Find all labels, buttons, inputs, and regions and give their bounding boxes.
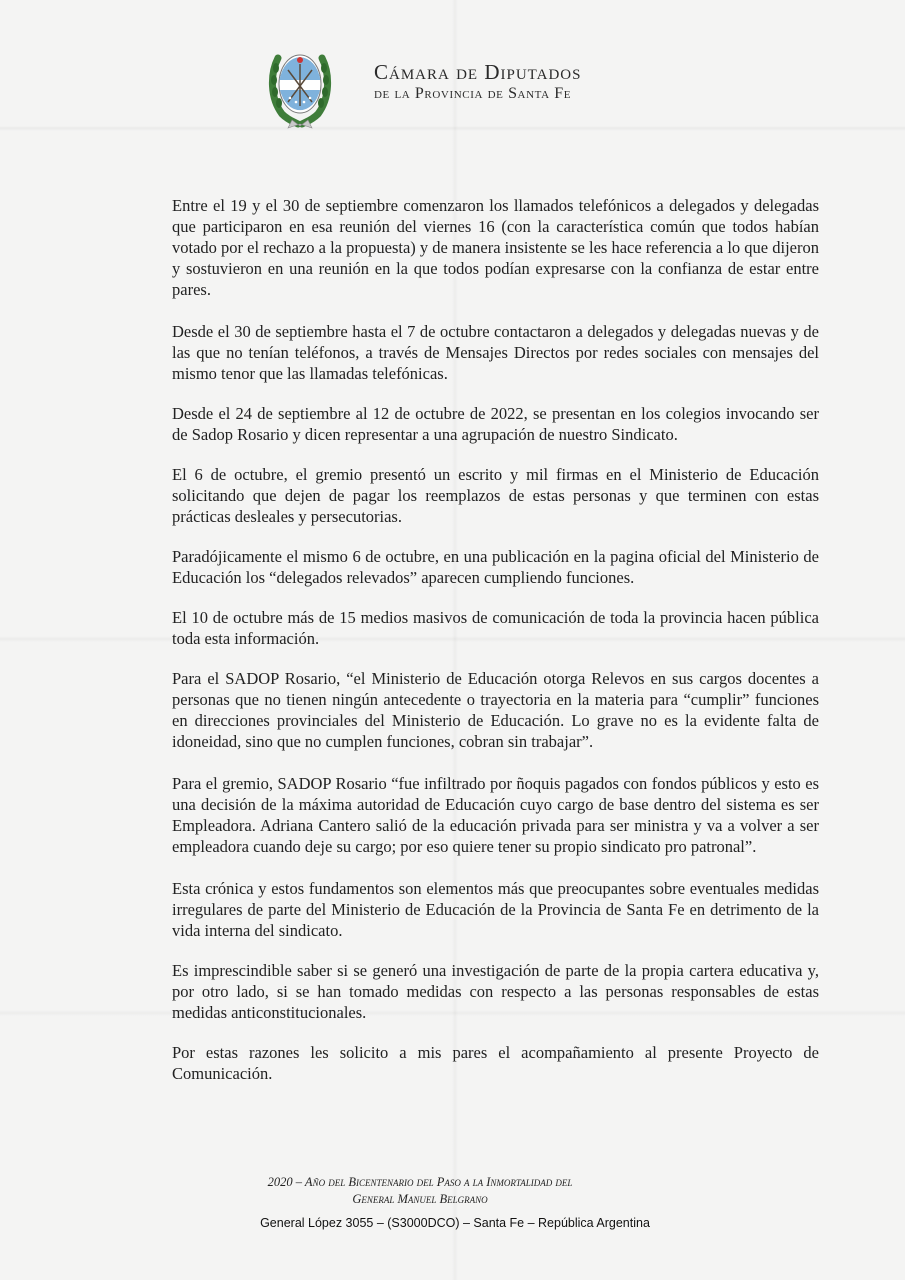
body-paragraph: Desde el 30 de septiembre hasta el 7 de octubre contactaron a delegados y delegadas nuevas y de las que no tenían teléfonos, a través de Mensajes Directos por redes sociales con mensajes del mismo tenor que las llamadas telefónicas. bbox=[172, 322, 819, 383]
body-paragraph: Para el SADOP Rosario, “el Ministerio de Educación otorga Relevos en sus cargos docentes a personas que no tienen ningún antecedente o trayectoria en la materia para “cumplir” funciones en direcciones provinciales del Ministerio de Educación. Lo grave no es la evidente falta de idoneidad, sino que no cumplen funciones, cobran sin trabajar”. bbox=[172, 669, 819, 751]
organization-name bbox=[374, 60, 581, 104]
coat-of-arms-icon bbox=[268, 40, 332, 132]
commemorative-year-line bbox=[160, 1174, 680, 1208]
letterhead bbox=[268, 40, 668, 132]
org-name-line2: de la Provincia de Santa Fe bbox=[374, 85, 572, 102]
document-body bbox=[172, 195, 819, 1084]
body-paragraph: Es imprescindible saber si se generó una investigación de parte de la propia cartera educativa y, por otro lado, si se han tomado medidas con respecto a las personas responsables de estas medidas anticonstitucionales. bbox=[172, 961, 819, 1022]
body-paragraph: El 10 de octubre más de 15 medios masivos de comunicación de toda la provincia hacen pública toda esta información. bbox=[172, 608, 819, 648]
body-paragraph: El 6 de octubre, el gremio presentó un escrito y mil firmas en el Ministerio de Educación solicitando que dejen de pagar los reemplazos de estas personas y que terminen con estas prácticas desleales y persecutorias. bbox=[172, 465, 819, 526]
body-paragraph: Desde el 24 de septiembre al 12 de octubre de 2022, se presentan en los colegios invocando ser de Sadop Rosario y dicen representar a una agrupación de nuestro Sindicato. bbox=[172, 404, 819, 444]
body-paragraph: Para el gremio, SADOP Rosario “fue infiltrado por ñoquis pagados con fondos públicos y esto es una decisión de la máxima autoridad de Educación cuyo cargo de base dentro del sistema es ser Empleadora. Adriana Cantero salió de la educación privada para ser ministra y va a volver a ser empleadora cuando deje su cargo; por eso quiere tener su propio sindicato pro patronal”. bbox=[172, 774, 819, 856]
body-paragraph: Entre el 19 y el 30 de septiembre comenzaron los llamados telefónicos a delegados y delegadas que participaron en esa reunión del viernes 16 (con la característica común que todos habían votado por el rechazo a la propuesta) y de manera insistente se les hace referencia a lo que dijeron y sostuvieron en una reunión en la que todos podían expresarse con la confianza de estar entre pares. bbox=[172, 196, 819, 299]
year-line-2: General Manuel Belgrano bbox=[352, 1192, 488, 1206]
body-paragraph: Paradójicamente el mismo 6 de octubre, en una publicación en la pagina oficial del Ministerio de Educación los “delegados relevados” aparecen cumpliendo funciones. bbox=[172, 547, 819, 587]
year-line-1: 2020 – Año del Bicentenario del Paso a la Inmortalidad del bbox=[267, 1175, 573, 1189]
org-name-line1: Cámara de Diputados bbox=[374, 60, 582, 84]
body-paragraph: Por estas razones les solicito a mis pares el acompañamiento al presente Proyecto de Comunicación. bbox=[172, 1043, 819, 1083]
footer-address: General López 3055 – (S3000DCO) – Santa Fe – República Argentina bbox=[260, 1216, 650, 1230]
body-paragraph: Esta crónica y estos fundamentos son elementos más que preocupantes sobre eventuales medidas irregulares de parte del Ministerio de Educación de la Provincia de Santa Fe en detrimento de la vida interna del sindicato. bbox=[172, 879, 819, 940]
